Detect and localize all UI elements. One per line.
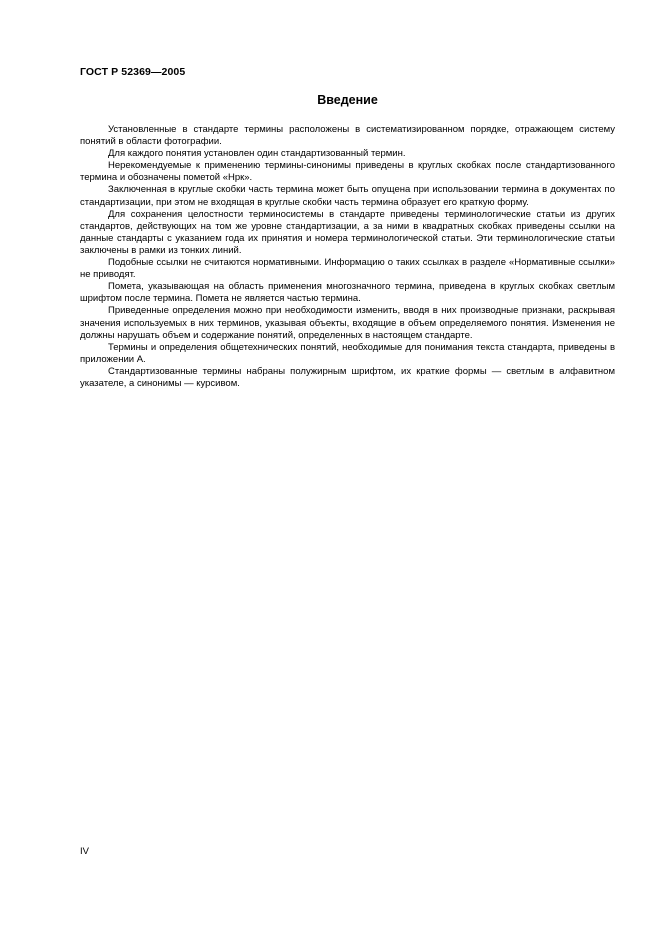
paragraph: Стандартизованные термины набраны полужирным шрифтом, их краткие формы — светлым в алфавитном указателе, а синонимы — курсивом.: [80, 365, 615, 389]
paragraph: Нерекомендуемые к применению термины-синонимы приведены в круглых скобках после стандартизованного термина и обозначены пометой «Нрк».: [80, 160, 615, 184]
introduction-body: [80, 124, 615, 390]
section-title: Введение: [317, 93, 378, 107]
paragraph: Для каждого понятия установлен один стандартизованный термин.: [108, 148, 406, 160]
paragraph: Заключенная в круглые скобки часть термина может быть опущена при использовании термина в документах по стандартизации, при этом не входящая в круглые скобки часть термина образует его краткую форму.: [80, 184, 615, 208]
paragraph: Приведенные определения можно при необходимости изменить, вводя в них производные признаки, раскрывая значения используемых в них терминов, указывая объекты, входящие в объем определяемого понятия. Изменения не должны нарушать объем и содержание понятий, определенных в настоящем стандарте.: [80, 305, 615, 341]
page-number: IV: [80, 846, 89, 857]
paragraph: Для сохранения целостности терминосистемы в стандарте приведены терминологические статьи из других стандартов, действующих на том же уровне стандартизации, а за ними в квадратных скобках приведены ссылки на данные стандарты с указанием года их принятия и номера терминологической статьи. Эти терминологические статьи заключены в рамки из тонких линий.: [80, 208, 615, 256]
paragraph: Термины и определения общетехнических понятий, необходимые для понимания текста стандарта, приведены в приложении А.: [80, 341, 615, 365]
paragraph: Подобные ссылки не считаются нормативными. Информацию о таких ссылках в разделе «Нормативные ссылки» не приводят.: [80, 257, 615, 281]
document-id-header: ГОСТ Р 52369—2005: [80, 66, 186, 78]
paragraph: Установленные в стандарте термины расположены в систематизированном порядке, отражающем систему понятий в области фотографии.: [80, 124, 615, 148]
paragraph: Помета, указывающая на область применения многозначного термина, приведена в круглых скобках светлым шрифтом после термина. Помета не является частью термина.: [80, 281, 615, 305]
